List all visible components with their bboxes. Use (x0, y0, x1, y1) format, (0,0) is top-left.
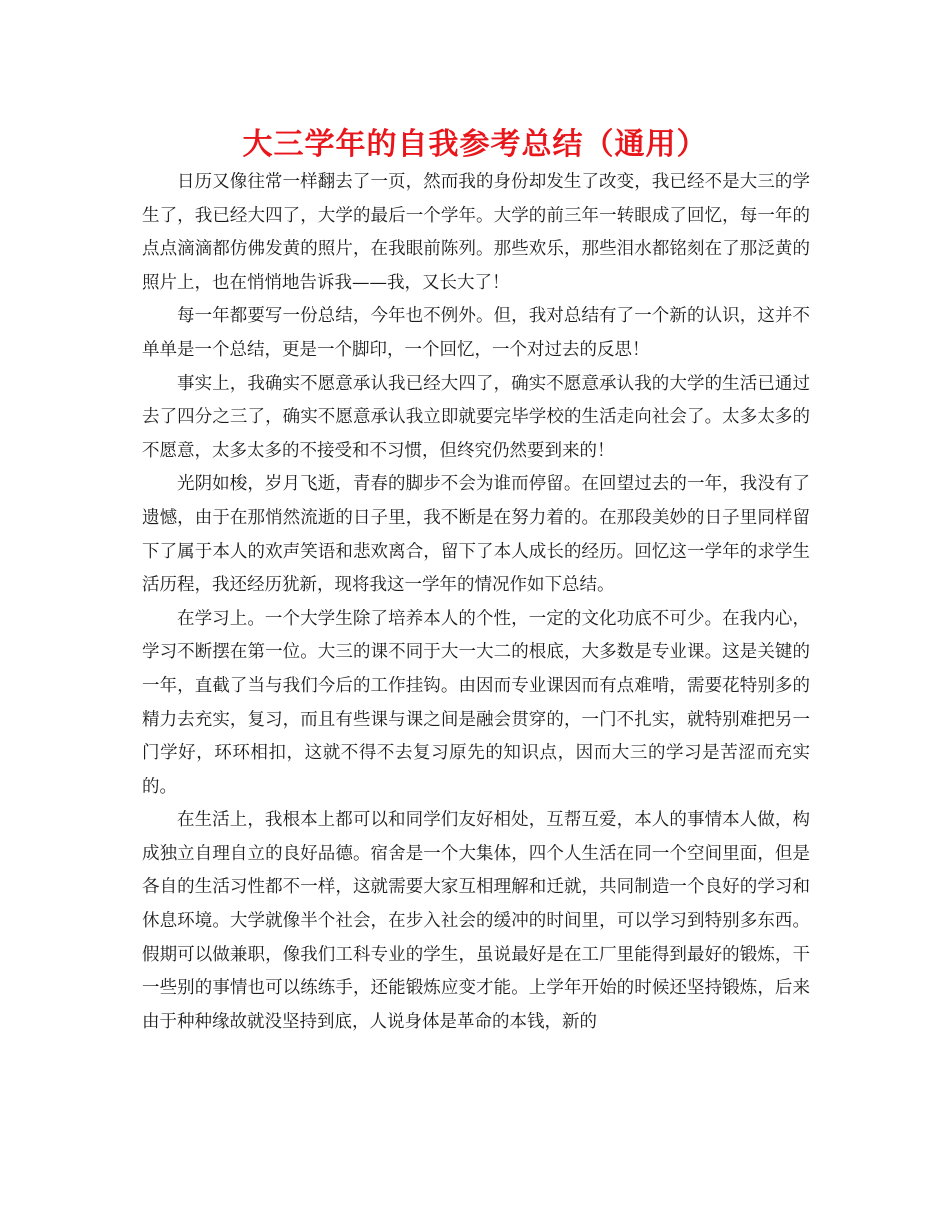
paragraph-2: 每一年都要写一份总结，今年也不例外。但，我对总结有了一个新的认识，这并不单单是一个总结，更是一个脚印，一个回忆，一个对过去的反思！ (142, 306, 810, 360)
document-title: 大三学年的自我参考总结（通用） (242, 127, 708, 162)
paragraph-5: 在学习上。一个大学生除了培养本人的个性，一定的文化功底不可少。在我内心，学习不断摆在第一位。大三的课不同于大一大二的根底，大多数是专业课。这是关键的一年，直截了当与我们今后的工作挂钩。由因而专业课因而有点难啃，需要花特别多的精力去充实，复习，而且有些课与课之间是融会贯穿的，一门不扎实，就特别难把另一门学好，环环相扣，这就不得不去复习原先的知识点，因而大三的学习是苦涩而充实的。 (142, 608, 810, 797)
document-body (142, 166, 810, 1039)
paragraph-4: 光阴如梭，岁月飞逝，青春的脚步不会为谁而停留。在回望过去的一年，我没有了遗憾，由于在那悄然流逝的日子里，我不断是在努力着的。在那段美妙的日子里同样留下了属于本人的欢声笑语和悲欢离合，留下了本人成长的经历。回忆这一学年的求学生活历程，我还经历犹新，现将我这一学年的情况作如下总结。 (142, 474, 810, 596)
paragraph-1: 日历又像往常一样翻去了一页，然而我的身份却发生了改变，我已经不是大三的学生了，我已经大四了，大学的最后一个学年。大学的前三年一转眼成了回忆，每一年的点点滴滴都仿佛发黄的照片，在我眼前陈列。那些欢乐，那些泪水都铭刻在了那泛黄的照片上，也在悄悄地告诉我——我，又长大了！ (142, 172, 810, 293)
paragraph-6: 在生活上，我根本上都可以和同学们友好相处，互帮互爱，本人的事情本人做，构成独立自理自立的良好品德。宿舍是一个大集体，四个人生活在同一个空间里面，但是各自的生活习性都不一样，这就需要大家互相理解和迁就，共同制造一个良好的学习和休息环境。大学就像半个社会，在步入社会的缓冲的时间里，可以学习到特别多东西。假期可以做兼职，像我们工科专业的学生，虽说最好是在工厂里能得到最好的锻炼，干一些别的事情也可以练练手，还能锻炼应变才能。上学年开始的时候还坚持锻炼，后来由于种种缘故就没坚持到底，人说身体是革命的本钱，新的 (142, 810, 810, 1032)
paragraph-3: 事实上，我确实不愿意承认我已经大四了，确实不愿意承认我的大学的生活已通过去了四分之三了，确实不愿意承认我立即就要完毕学校的生活走向社会了。太多太多的不愿意，太多太多的不接受和不习惯，但终究仍然要到来的！ (142, 373, 810, 461)
